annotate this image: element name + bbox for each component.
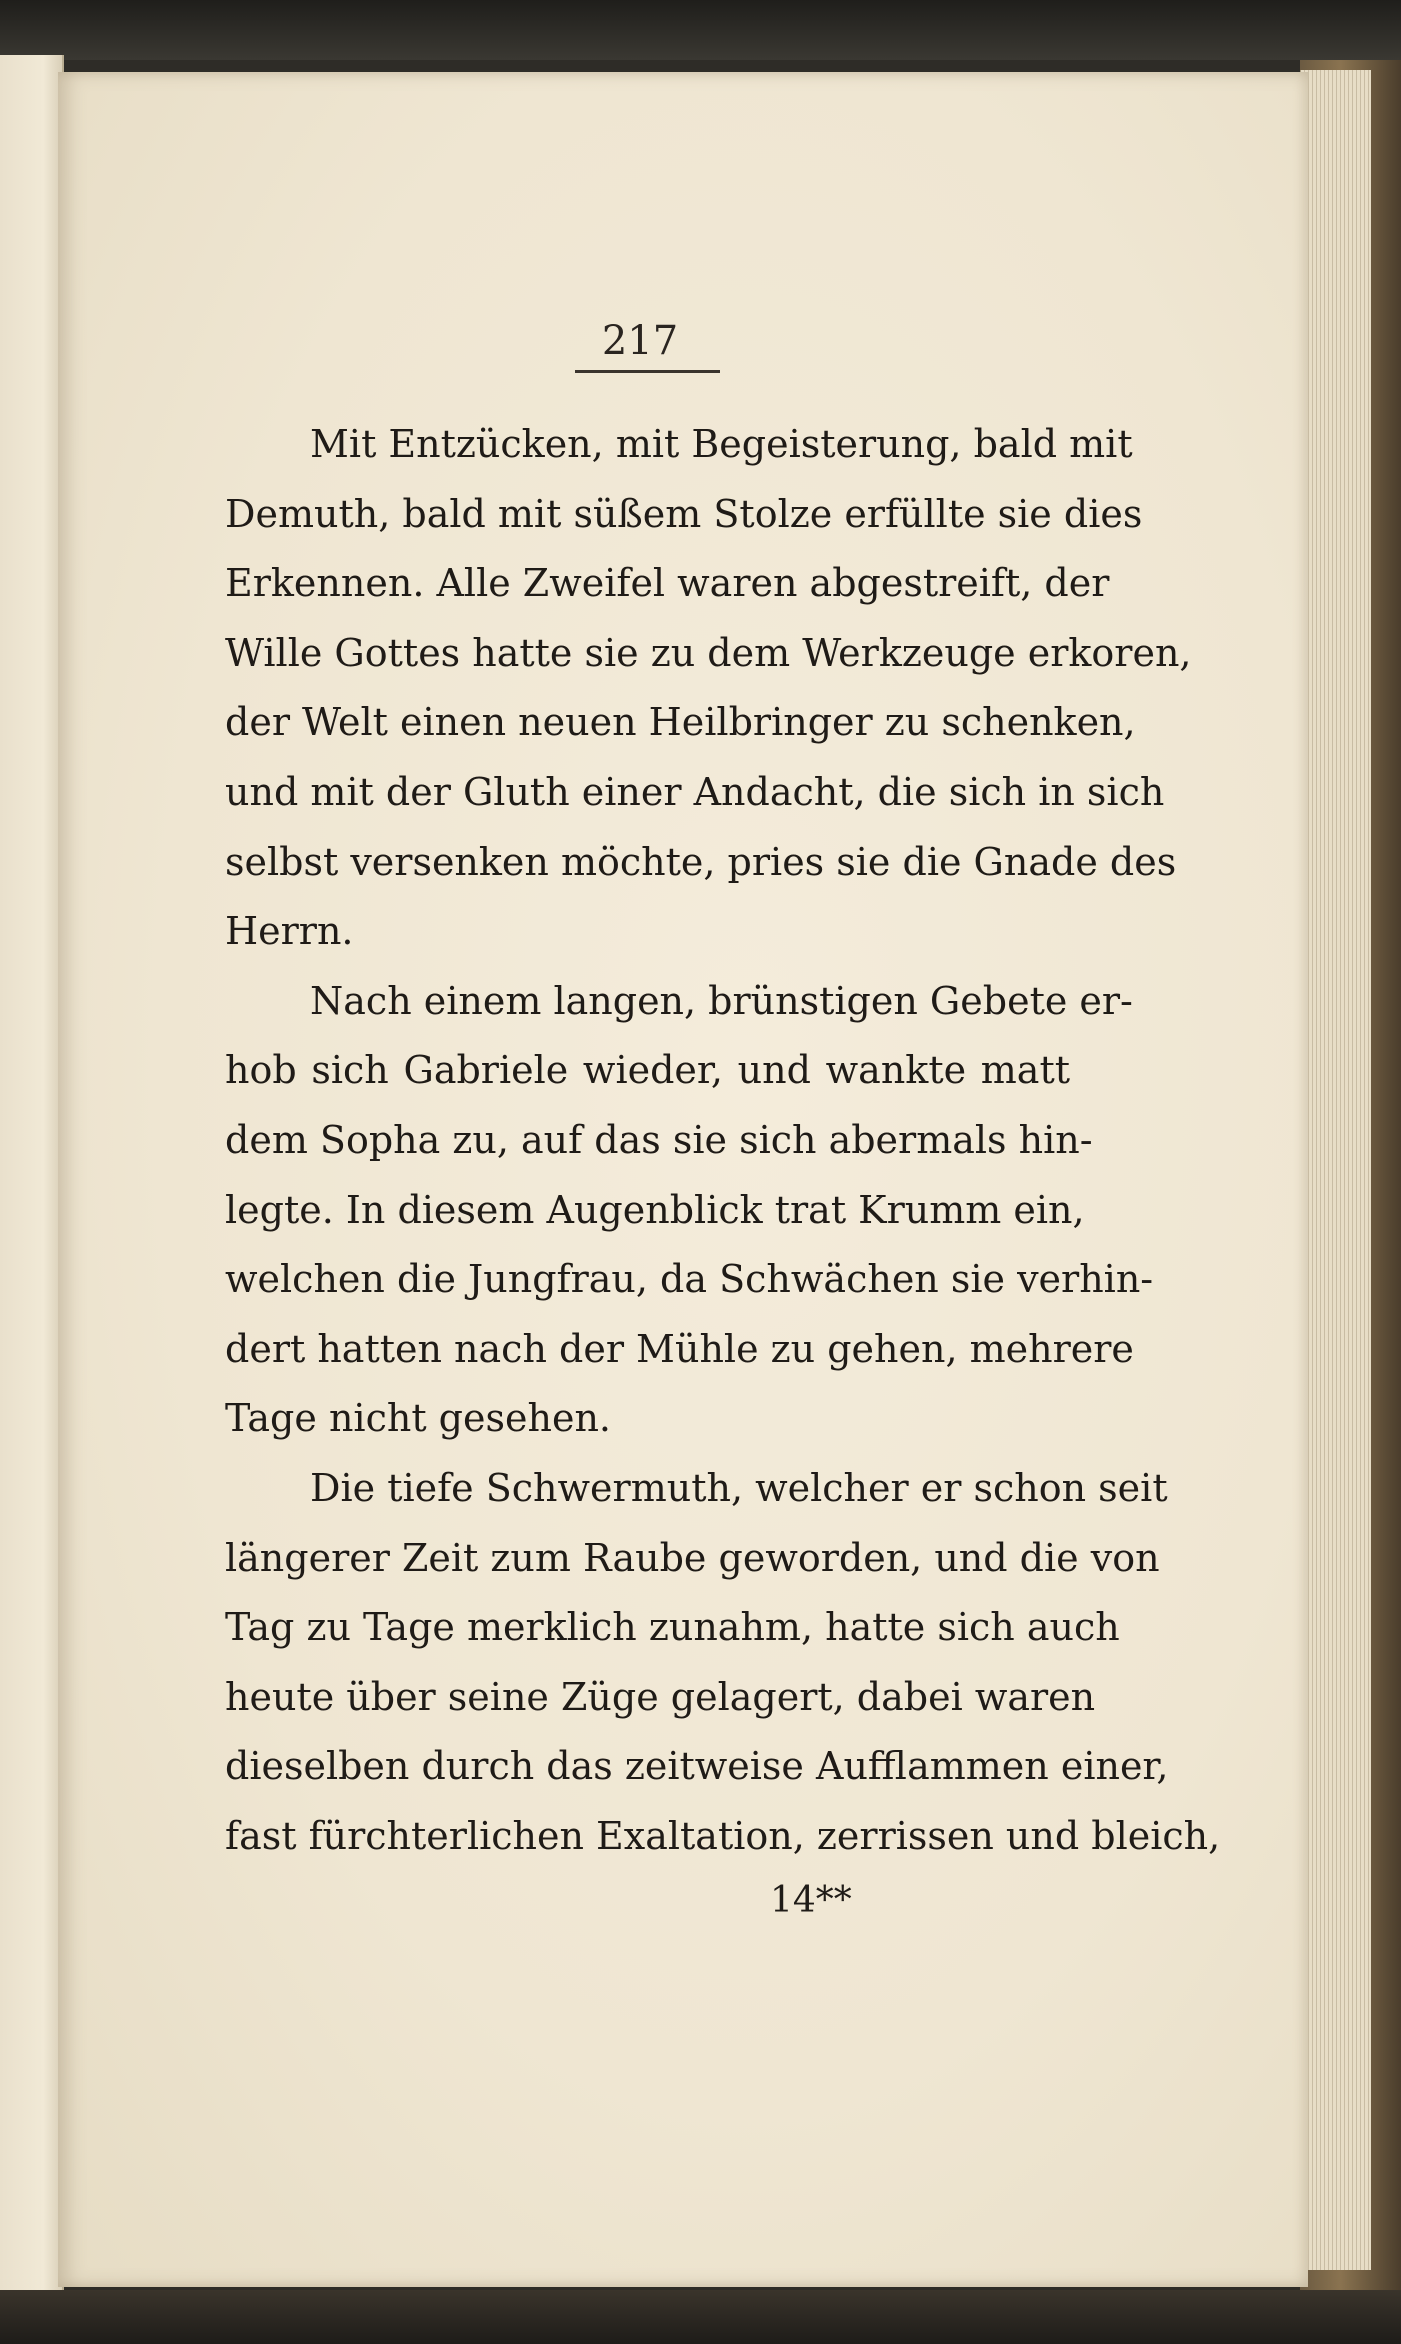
text-line: legte. In diesem Augenblick trat Krumm ein, — [225, 1187, 1085, 1232]
text-line: und mit der Gluth einer Andacht, die sich in sich — [225, 769, 1165, 814]
left-facing-page — [0, 55, 64, 2315]
text-line: Mit Entzücken, mit Begeisterung, bald mit — [310, 422, 1133, 466]
text-line: Erkennen. Alle Zweifel waren abgestreift, der — [225, 561, 1110, 606]
text-line: welchen die Jungfrau, da Schwächen sie verhin- — [225, 1257, 1154, 1302]
page-number: 217 — [601, 318, 679, 364]
page-edges — [1300, 70, 1371, 2270]
text-line: längerer Zeit zum Raube geworden, und die von — [225, 1535, 1160, 1580]
backdrop — [0, 0, 1401, 60]
text-line: Die tiefe Schwermuth, welcher er schon seit — [310, 1465, 1168, 1510]
text-line: Tag zu Tage merklich zunahm, hatte sich auch — [225, 1605, 1120, 1650]
text-line: der Welt einen neuen Heilbringer zu schenken, — [225, 700, 1136, 745]
text-line: Wille Gottes hatte sie zu dem Werkzeuge erkoren, — [225, 630, 1192, 675]
text-line: dem Sopha zu, auf das sie sich abermals hin- — [225, 1117, 1093, 1162]
bottom-shadow — [0, 2290, 1401, 2344]
text-line: Nach einem langen, brünstigen Gebete er- — [310, 978, 1133, 1023]
text-line: hob sich Gabriele wieder, und wankte matt — [225, 1048, 1070, 1093]
text-line: Tage nicht gesehen. — [225, 1396, 611, 1441]
signature-mark: 14** — [770, 1880, 852, 1921]
text-line: Herrn. — [225, 909, 354, 954]
text-line: dert hatten nach der Mühle zu gehen, mehrere — [225, 1326, 1134, 1371]
text-line: dieselben durch das zeitweise Aufflammen einer, — [225, 1744, 1169, 1789]
text-line: fast fürchterlichen Exaltation, zerrissen und bleich, — [225, 1813, 1221, 1858]
text-line: heute über seine Züge gelagert, dabei waren — [225, 1674, 1096, 1719]
page-number-rule — [575, 370, 720, 373]
text-line: Demuth, bald mit süßem Stolze erfüllte sie dies — [225, 491, 1143, 536]
body-text — [225, 410, 1221, 1871]
text-line: selbst versenken möchte, pries sie die Gnade des — [225, 839, 1177, 884]
